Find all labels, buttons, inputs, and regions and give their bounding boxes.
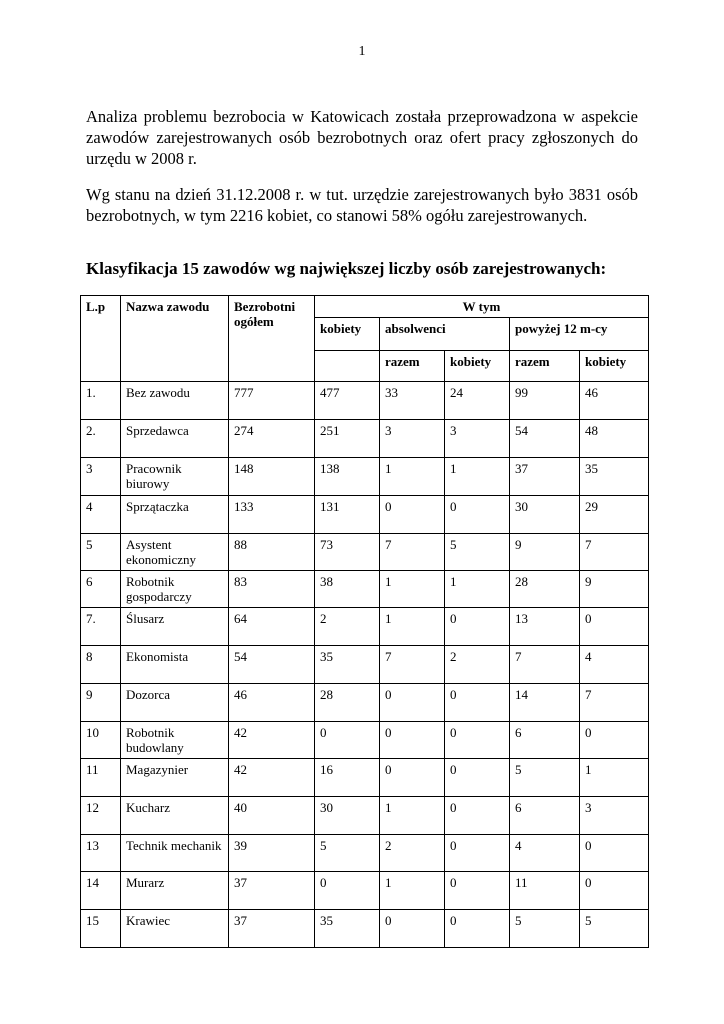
cell-over-total: 37	[510, 458, 580, 496]
cell-name: Technik mechanik	[121, 835, 229, 872]
cell-over-total: 5	[510, 910, 580, 948]
cell-grad-total: 0	[380, 722, 445, 759]
cell-over-total: 4	[510, 835, 580, 872]
header-total-unemployed: Bezrobotni ogółem	[229, 296, 315, 382]
cell-over-total: 14	[510, 684, 580, 722]
table-row	[81, 835, 649, 872]
cell-grad-total: 0	[380, 759, 445, 797]
table-row	[81, 646, 649, 684]
cell-name: Robotnik budowlany	[121, 722, 229, 759]
cell-over-total: 13	[510, 608, 580, 646]
cell-lp: 4	[81, 496, 121, 534]
table-row	[81, 534, 649, 571]
cell-total: 39	[229, 835, 315, 872]
cell-grad-women: 0	[445, 608, 510, 646]
cell-grad-women: 0	[445, 835, 510, 872]
cell-grad-women: 3	[445, 420, 510, 458]
cell-name: Robotnik gospodarczy	[121, 571, 229, 608]
table-row	[81, 759, 649, 797]
cell-over-women: 7	[580, 684, 649, 722]
cell-over-total: 5	[510, 759, 580, 797]
table-row	[81, 608, 649, 646]
cell-grad-total: 0	[380, 910, 445, 948]
cell-lp: 15	[81, 910, 121, 948]
cell-women: 73	[315, 534, 380, 571]
cell-lp: 13	[81, 835, 121, 872]
cell-over-total: 54	[510, 420, 580, 458]
cell-grad-total: 2	[380, 835, 445, 872]
cell-grad-total: 0	[380, 496, 445, 534]
cell-total: 83	[229, 571, 315, 608]
header-women: kobiety	[315, 318, 380, 351]
cell-total: 42	[229, 759, 315, 797]
cell-over-women: 0	[580, 722, 649, 759]
table-row	[81, 496, 649, 534]
cell-over-women: 0	[580, 608, 649, 646]
cell-lp: 9	[81, 684, 121, 722]
table-row	[81, 420, 649, 458]
table-row	[81, 571, 649, 608]
cell-over-women: 7	[580, 534, 649, 571]
cell-grad-total: 0	[380, 684, 445, 722]
header-graduates: absolwenci	[380, 318, 510, 351]
cell-women: 131	[315, 496, 380, 534]
cell-total: 42	[229, 722, 315, 759]
cell-name: Dozorca	[121, 684, 229, 722]
cell-lp: 1.	[81, 382, 121, 420]
header-over12-total: razem	[510, 351, 580, 382]
cell-grad-women: 0	[445, 496, 510, 534]
cell-women: 0	[315, 872, 380, 910]
cell-grad-women: 1	[445, 458, 510, 496]
cell-total: 148	[229, 458, 315, 496]
cell-total: 88	[229, 534, 315, 571]
cell-lp: 2.	[81, 420, 121, 458]
cell-name: Magazynier	[121, 759, 229, 797]
cell-over-total: 28	[510, 571, 580, 608]
cell-name: Sprzątaczka	[121, 496, 229, 534]
cell-grad-total: 1	[380, 608, 445, 646]
cell-total: 777	[229, 382, 315, 420]
cell-name: Bez zawodu	[121, 382, 229, 420]
table-row	[81, 797, 649, 835]
page-number: 1	[358, 44, 366, 59]
cell-over-women: 9	[580, 571, 649, 608]
cell-women: 251	[315, 420, 380, 458]
cell-over-women: 48	[580, 420, 649, 458]
cell-total: 37	[229, 872, 315, 910]
cell-name: Kucharz	[121, 797, 229, 835]
cell-women: 2	[315, 608, 380, 646]
cell-lp: 7.	[81, 608, 121, 646]
cell-women: 5	[315, 835, 380, 872]
cell-grad-women: 0	[445, 872, 510, 910]
cell-name: Sprzedawca	[121, 420, 229, 458]
cell-grad-total: 3	[380, 420, 445, 458]
cell-over-women: 5	[580, 910, 649, 948]
cell-women: 138	[315, 458, 380, 496]
cell-name: Murarz	[121, 872, 229, 910]
cell-total: 133	[229, 496, 315, 534]
cell-over-women: 29	[580, 496, 649, 534]
cell-name: Krawiec	[121, 910, 229, 948]
cell-name: Ślusarz	[121, 608, 229, 646]
cell-grad-women: 0	[445, 684, 510, 722]
cell-lp: 14	[81, 872, 121, 910]
occupations-table	[80, 295, 649, 948]
cell-lp: 3	[81, 458, 121, 496]
cell-women: 38	[315, 571, 380, 608]
cell-total: 40	[229, 797, 315, 835]
cell-grad-total: 1	[380, 571, 445, 608]
table-row	[81, 910, 649, 948]
cell-lp: 8	[81, 646, 121, 684]
cell-grad-total: 1	[380, 797, 445, 835]
cell-total: 37	[229, 910, 315, 948]
cell-over-total: 6	[510, 722, 580, 759]
header-occupation-name: Nazwa zawodu	[121, 296, 229, 382]
cell-grad-women: 5	[445, 534, 510, 571]
cell-total: 274	[229, 420, 315, 458]
header-lp: L.p	[81, 296, 121, 382]
cell-grad-women: 0	[445, 797, 510, 835]
cell-name: Ekonomista	[121, 646, 229, 684]
cell-grad-women: 0	[445, 759, 510, 797]
cell-women: 0	[315, 722, 380, 759]
cell-lp: 11	[81, 759, 121, 797]
header-graduates-total: razem	[380, 351, 445, 382]
table-row	[81, 872, 649, 910]
cell-grad-women: 2	[445, 646, 510, 684]
cell-over-total: 11	[510, 872, 580, 910]
cell-grad-total: 7	[380, 534, 445, 571]
intro-paragraph: Analiza problemu bezrobocia w Katowicach została przeprowadzona w aspekcie zawodów zarejestrowanych osób bezrobotnych oraz ofert pracy zgłoszonych do urzędu w 2008 r.	[86, 107, 638, 168]
table-body	[81, 382, 649, 948]
cell-lp: 5	[81, 534, 121, 571]
cell-total: 54	[229, 646, 315, 684]
cell-total: 46	[229, 684, 315, 722]
cell-over-women: 4	[580, 646, 649, 684]
header-over-12-months: powyżej 12 m-cy	[510, 318, 649, 351]
cell-over-women: 35	[580, 458, 649, 496]
table-row	[81, 722, 649, 759]
header-over12-women: kobiety	[580, 351, 649, 382]
cell-over-women: 46	[580, 382, 649, 420]
cell-grad-total: 7	[380, 646, 445, 684]
cell-grad-women: 0	[445, 722, 510, 759]
cell-women: 30	[315, 797, 380, 835]
cell-name: Pracownik biurowy	[121, 458, 229, 496]
cell-grad-total: 1	[380, 458, 445, 496]
table-row	[81, 458, 649, 496]
cell-grad-total: 33	[380, 382, 445, 420]
cell-grad-women: 24	[445, 382, 510, 420]
cell-over-women: 0	[580, 872, 649, 910]
cell-lp: 10	[81, 722, 121, 759]
table-row	[81, 382, 649, 420]
cell-grad-total: 1	[380, 872, 445, 910]
cell-lp: 12	[81, 797, 121, 835]
cell-over-women: 3	[580, 797, 649, 835]
cell-over-total: 9	[510, 534, 580, 571]
header-women-blank	[315, 351, 380, 382]
statistics-paragraph: Wg stanu na dzień 31.12.2008 r. w tut. urzędzie zarejestrowanych było 3831 osób bezrobotnych, w tym 2216 kobiet, co stanowi 58% ogółu zarejestrowanych.	[86, 185, 638, 225]
cell-total: 64	[229, 608, 315, 646]
cell-women: 477	[315, 382, 380, 420]
cell-women: 35	[315, 910, 380, 948]
cell-over-women: 0	[580, 835, 649, 872]
table-heading: Klasyfikacja 15 zawodów wg największej liczby osób zarejestrowanych:	[86, 259, 607, 278]
cell-grad-women: 0	[445, 910, 510, 948]
cell-grad-women: 1	[445, 571, 510, 608]
cell-over-women: 1	[580, 759, 649, 797]
cell-over-total: 30	[510, 496, 580, 534]
cell-over-total: 7	[510, 646, 580, 684]
cell-lp: 6	[81, 571, 121, 608]
cell-women: 35	[315, 646, 380, 684]
header-graduates-women: kobiety	[445, 351, 510, 382]
header-w-tym: W tym	[315, 296, 649, 318]
cell-over-total: 6	[510, 797, 580, 835]
table-row	[81, 684, 649, 722]
cell-women: 28	[315, 684, 380, 722]
cell-name: Asystent ekonomiczny	[121, 534, 229, 571]
cell-over-total: 99	[510, 382, 580, 420]
cell-women: 16	[315, 759, 380, 797]
